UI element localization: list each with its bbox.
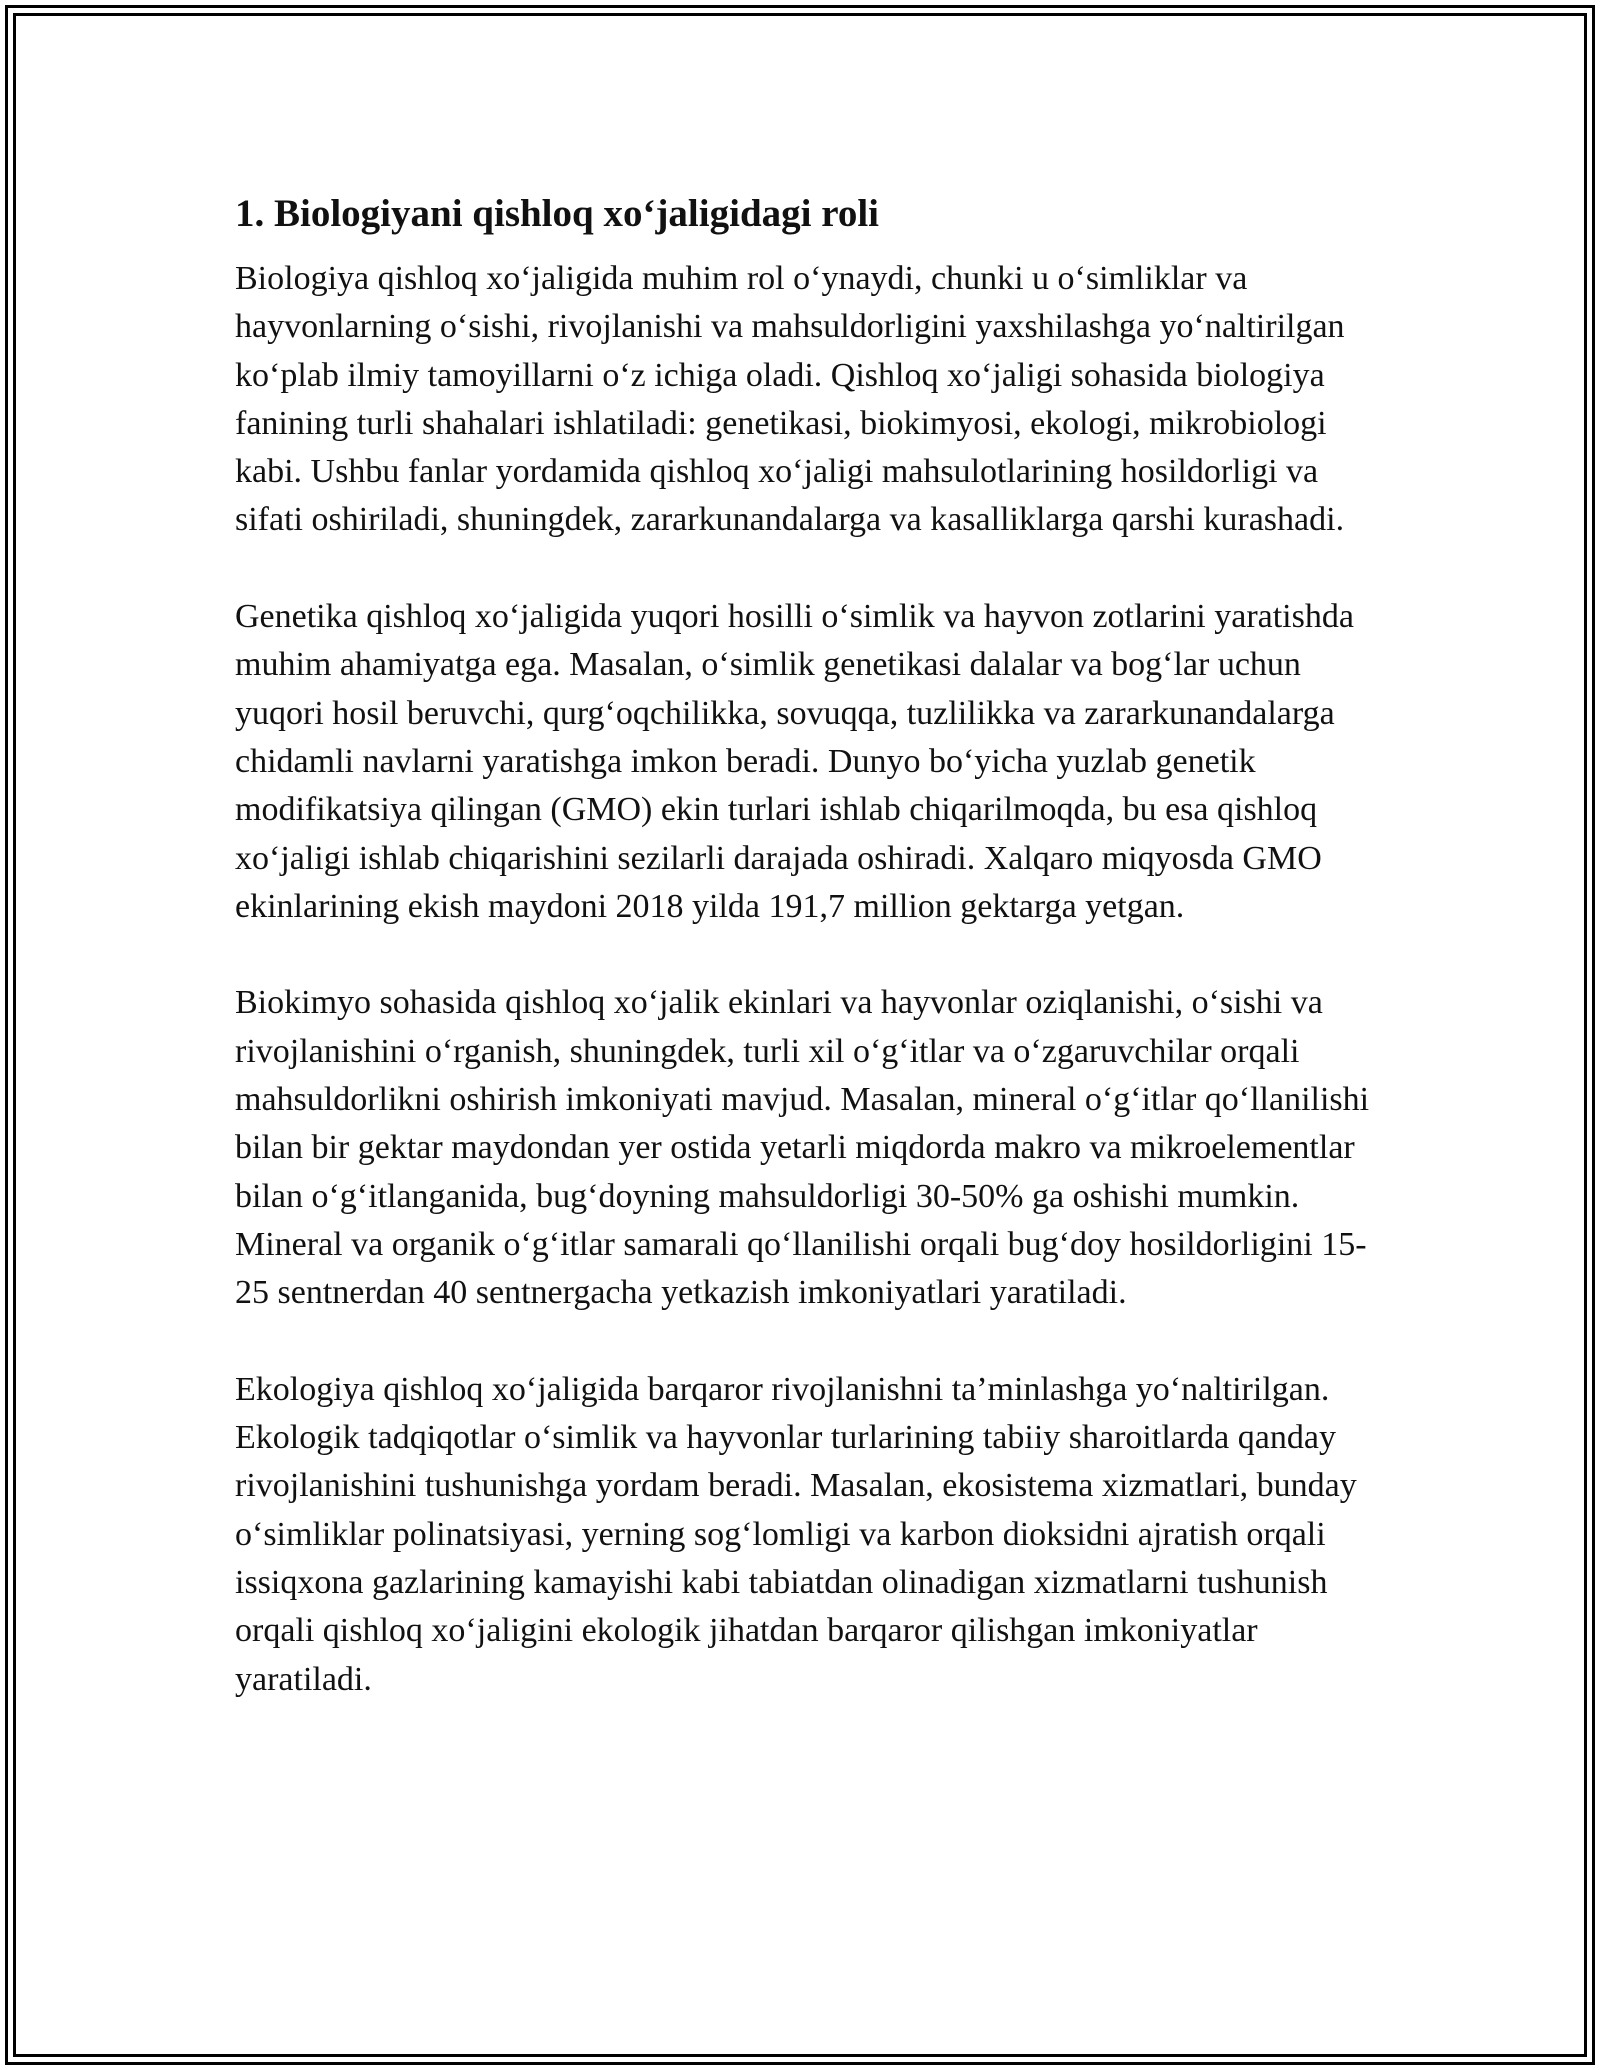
document-body: [235, 186, 1375, 1704]
paragraph-genetics: Genetika qishloq xo‘jaligida yuqori hosilli o‘simlik va hayvon zotlarini yaratishda muhim ahamiyatga ega. Masalan, o‘simlik genetikasi dalalar va bog‘lar uchun yuqori hosil beruvchi, qurg‘oqchilikka, sovuqqa, tuzlilikka va zararkunandalarga chidamli navlarni yaratishga imkon beradi. Dunyo bo‘yicha yuzlab genetik modifikatsiya qilingan (GMO) ekin turlari ishlab chiqarilmoqda, bu esa qishloq xo‘jaligi ishlab chiqarishini sezilarli darajada oshiradi. Xalqaro miqyosda GMO ekinlarining ekish maydoni 2018 yilda 191,7 million gektarga yetgan.: [235, 598, 1354, 925]
paragraph-ecology: Ekologiya qishloq xo‘jaligida barqaror rivojlanishni ta’minlashga yo‘naltirilgan. Ekologik tadqiqotlar o‘simlik va hayvonlar turlarining tabiiy sharoitlarda qanday rivojlanishini tushunishga yordam beradi. Masalan, ekosistema xizmatlari, bunday o‘simliklar polinatsiyasi, yerning sog‘lomligi va karbon dioksidni ajratish orqali issiqxona gazlarining kamayishi kabi tabiatdan olinadigan xizmatlarni tushunish orqali qishloq xo‘jaligini ekologik jihatdan barqaror qilishgan imkoniyatlar yaratiladi.: [235, 1370, 1357, 1698]
section-heading: 1. Biologiyani qishloq xo‘jaligidagi roli: [235, 192, 879, 235]
paragraph-intro: Biologiya qishloq xo‘jaligida muhim rol o‘ynaydi, chunki u o‘simliklar va hayvonlarning o‘sishi, rivojlanishi va mahsuldorligini yaxshilashga yo‘naltirilgan ko‘plab ilmiy tamoyillarni o‘z ichiga oladi. Qishloq xo‘jaligi sohasida biologiya fanining turli shahalari ishlatiladi: genetikasi, biokimyosi, ekologi, mikrobiologi kabi. Ushbu fanlar yordamida qishloq xo‘jaligi mahsulotlarining hosildorligi va sifati oshiriladi, shuningdek, zararkunandalarga va kasalliklarga qarshi kurashadi.: [235, 260, 1345, 539]
paragraph-biochemistry: Biokimyo sohasida qishloq xo‘jalik ekinlari va hayvonlar oziqlanishi, o‘sishi va rivojlanishini o‘rganish, shuningdek, turli xil o‘g‘itlar va o‘zgaruvchilar orqali mahsuldorlikni oshirish imkoniyati mavjud. Masalan, mineral o‘g‘itlar qo‘llanilishi bilan bir gektar maydondan yer ostida yetarli miqdorda makro va mikroelementlar bilan o‘g‘itlanganida, bug‘doyning mahsuldorligi 30-50% ga oshishi mumkin. Mineral va organik o‘g‘itlar samarali qo‘llanilishi orqali bug‘doy hosildorligini 15-25 sentnerdan 40 sentnergacha yetkazish imkoniyatlari yaratiladi.: [235, 984, 1370, 1312]
